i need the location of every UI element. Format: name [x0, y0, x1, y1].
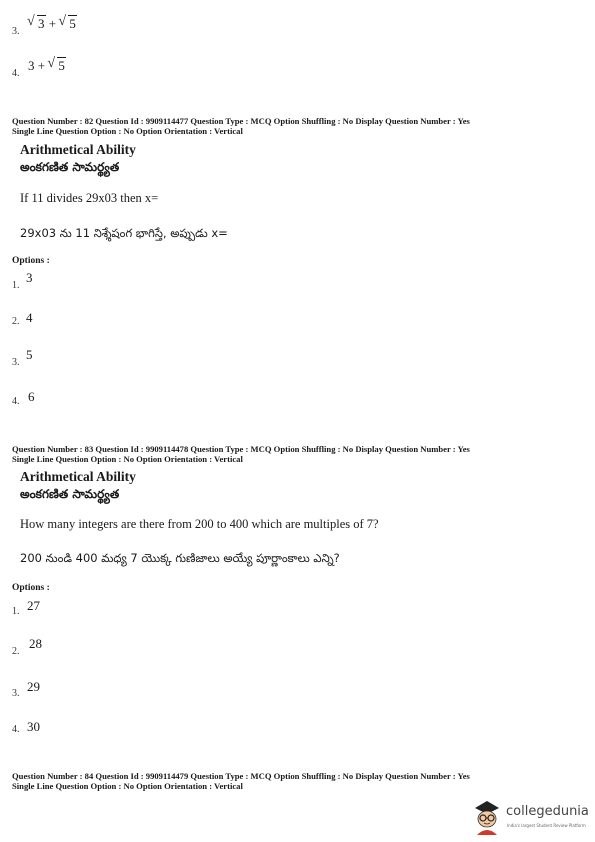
option-number: 4.: [12, 68, 20, 79]
option-value: 6: [28, 389, 35, 404]
option-number: 4.: [12, 724, 20, 735]
subject-title-telugu: అంకగణిత సామర్థ్యత: [20, 160, 120, 174]
question-meta-2: Single Line Question Option : No Option Orientation : Vertical: [12, 781, 243, 791]
option-value: 29: [27, 679, 40, 694]
question-meta: Question Number : 84 Question Id : 9909114479 Question Type : MCQ Option Shuffling : No Display Question Number : Yes: [12, 771, 470, 781]
option-value: √ 3 + √ 5: [28, 16, 77, 32]
question-text: How many integers are there from 200 to 400 which are multiples of 7?: [20, 517, 379, 531]
option-value: 27: [27, 598, 40, 613]
question-meta-2: Single Line Question Option : No Option Orientation : Vertical: [12, 454, 243, 464]
option-value: 5: [26, 347, 33, 362]
logo-wordmark: collegedunia: [506, 804, 589, 819]
option-number: 4.: [12, 396, 20, 407]
option-number: 3.: [12, 26, 20, 37]
options-label: Options :: [12, 583, 50, 593]
subject-title: Arithmetical Ability: [20, 469, 136, 484]
option-number: 3.: [12, 688, 20, 699]
option-number: 1.: [12, 280, 20, 291]
question-text-telugu: 29x03 ను 11 నిశ్శేషంగ భాగిస్తే, అప్పుడు x=: [20, 226, 228, 240]
question-text: If 11 divides 29x03 then x=: [20, 191, 159, 205]
logo-tagline: India's largest Student Review Platform: [507, 823, 586, 828]
option-value: 28: [29, 636, 42, 651]
option-value: 4: [26, 310, 33, 325]
option-value: 3: [26, 270, 33, 285]
subject-title-telugu: అంకగణిత సామర్థ్యత: [20, 487, 120, 501]
option-number: 2.: [12, 646, 20, 657]
option-number: 2.: [12, 316, 20, 327]
question-text-telugu: 200 నుండి 400 మధ్య 7 యొక్క గుణిజాలు అయ్యే పూర్ణాంకాలు ఎన్ని?: [20, 551, 340, 565]
collegedunia-logo: [470, 798, 595, 838]
option-number: 3.: [12, 357, 20, 368]
question-meta: Question Number : 83 Question Id : 9909114478 Question Type : MCQ Option Shuffling : No Display Question Number : Yes: [12, 444, 470, 454]
option-number: 1.: [12, 606, 20, 617]
question-meta-2: Single Line Question Option : No Option Orientation : Vertical: [12, 126, 243, 136]
mascot-icon: [470, 798, 504, 836]
question-meta: Question Number : 82 Question Id : 9909114477 Question Type : MCQ Option Shuffling : No Display Question Number : Yes: [12, 116, 470, 126]
option-value: 30: [27, 719, 40, 734]
options-label: Options :: [12, 256, 50, 266]
option-value: 3 + √ 5: [28, 58, 66, 74]
subject-title: Arithmetical Ability: [20, 142, 136, 157]
